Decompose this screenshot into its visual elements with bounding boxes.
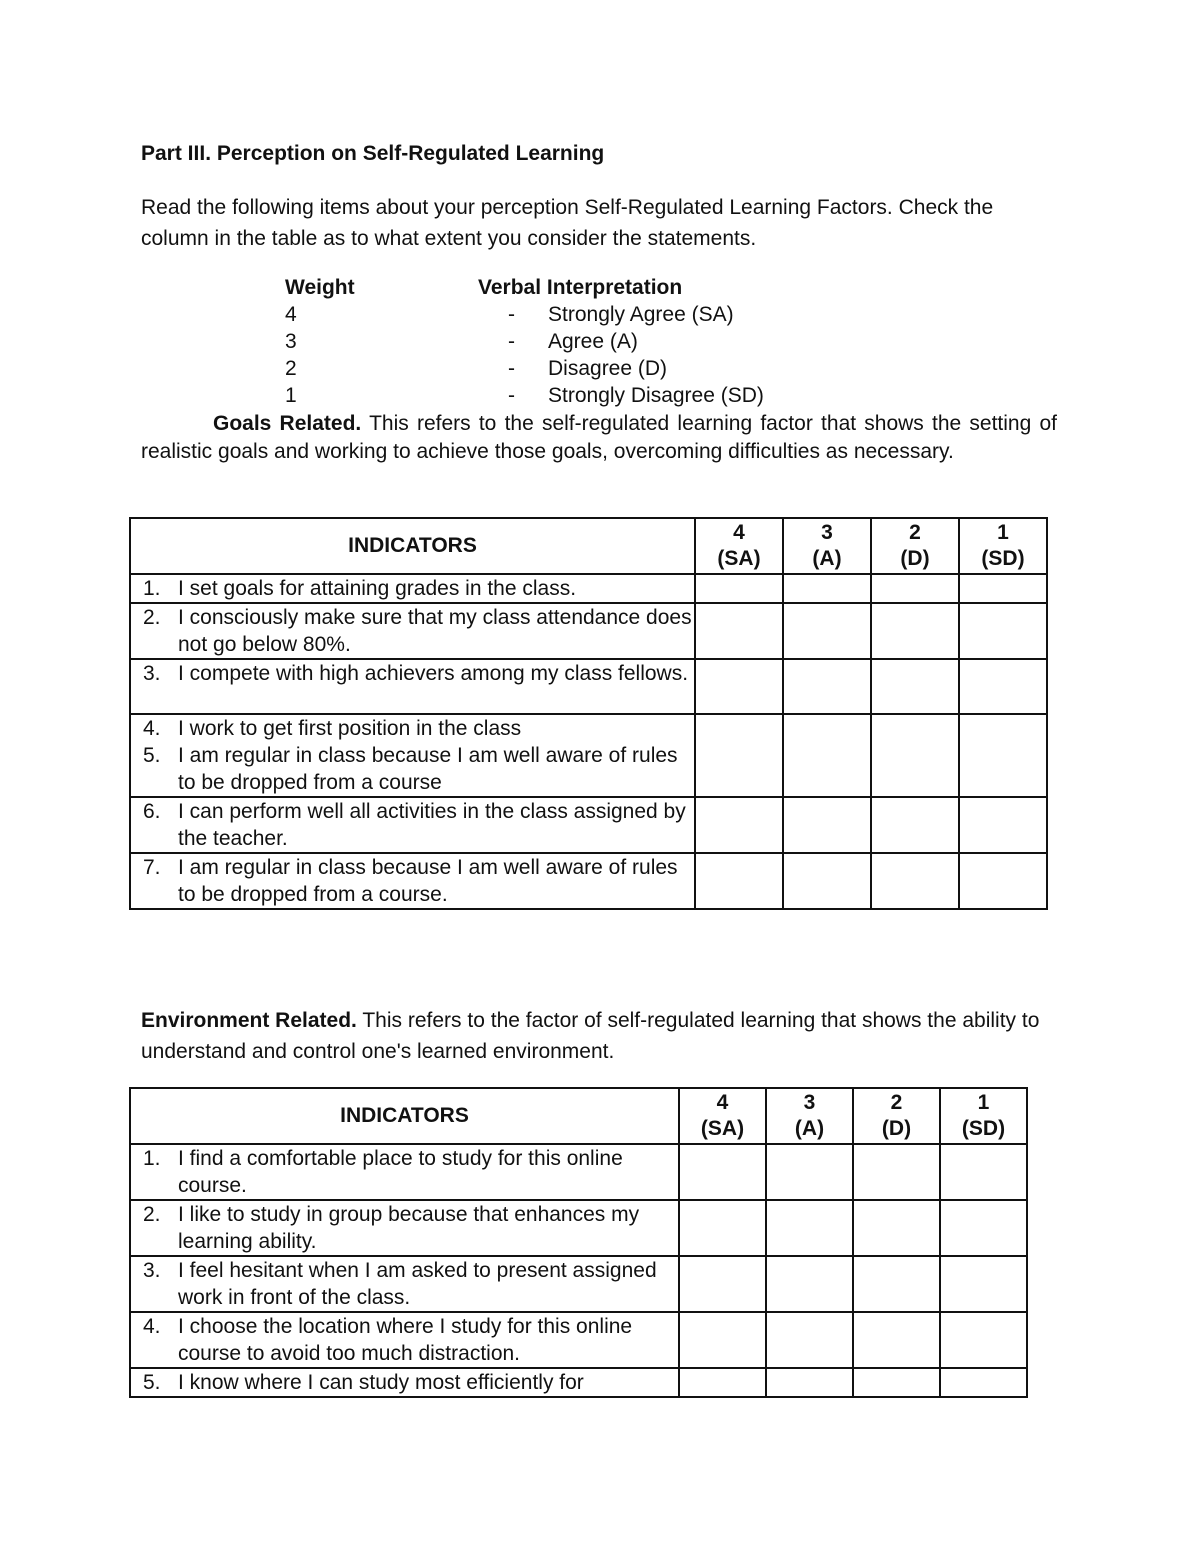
indicator-text: I set goals for attaining grades in the class. (178, 577, 577, 600)
col-header-a: 3 (A) (766, 1088, 853, 1144)
col-header-a: 3 (A) (783, 518, 871, 574)
indicators-header: INDICATORS (130, 518, 695, 574)
scale-dash: - (508, 330, 515, 353)
indicator-item (131, 854, 694, 908)
indicator-item (131, 798, 694, 852)
rating-cell-sd[interactable] (959, 797, 1047, 853)
rating-cell-d[interactable] (853, 1368, 940, 1397)
rating-cell-a[interactable] (783, 659, 871, 714)
rating-cell-d[interactable] (871, 797, 959, 853)
indicator-text: I can perform well all activities in the class assigned by the teacher. (178, 800, 686, 850)
rating-cell-sd[interactable] (959, 714, 1047, 797)
table-row (130, 574, 1047, 603)
indicator-text: I am regular in class because I am well aware of rules to be dropped from a course (178, 744, 678, 794)
table-row (130, 797, 1047, 853)
rating-cell-sa[interactable] (695, 603, 783, 659)
rating-cell-a[interactable] (766, 1144, 853, 1200)
rating-cell-sa[interactable] (695, 714, 783, 797)
rating-cell-sa[interactable] (679, 1368, 766, 1397)
table-row (130, 853, 1047, 909)
rating-cell-a[interactable] (783, 797, 871, 853)
indicator-number: 1. (143, 577, 161, 600)
indicator-number: 5. (143, 744, 161, 767)
indicator-cell (130, 1144, 679, 1200)
indicator-item (131, 742, 694, 796)
table-row (130, 659, 1047, 714)
indicator-number: 6. (143, 800, 161, 823)
table-row (130, 1368, 1027, 1397)
rating-cell-a[interactable] (766, 1368, 853, 1397)
indicator-item (131, 715, 694, 742)
rating-cell-d[interactable] (871, 714, 959, 797)
indicator-item (131, 1369, 678, 1396)
table-row (130, 1144, 1027, 1200)
rating-cell-a[interactable] (783, 574, 871, 603)
rating-cell-a[interactable] (783, 853, 871, 909)
col-header-d: 2 (D) (871, 518, 959, 574)
rating-cell-sd[interactable] (959, 574, 1047, 603)
indicator-number: 7. (143, 856, 161, 879)
rating-cell-d[interactable] (853, 1200, 940, 1256)
scale-dash: - (508, 357, 515, 380)
rating-cell-d[interactable] (871, 603, 959, 659)
indicator-item (131, 575, 694, 602)
rating-cell-sd[interactable] (940, 1144, 1027, 1200)
rating-cell-d[interactable] (853, 1312, 940, 1368)
instructions-paragraph: Read the following items about your perception Self-Regulated Learning Factors. Check the column in the table as to what extent you consider the statements. (141, 196, 994, 250)
scale-row (285, 328, 764, 355)
environment-heading: Environment Related. (141, 1009, 357, 1032)
indicator-number: 3. (143, 1259, 161, 1282)
rating-cell-d[interactable] (853, 1144, 940, 1200)
indicator-text: I am regular in class because I am well aware of rules to be dropped from a course. (178, 856, 678, 906)
rating-cell-sa[interactable] (679, 1144, 766, 1200)
rating-cell-sd[interactable] (959, 659, 1047, 714)
scale-label: Disagree (D) (548, 357, 668, 380)
scale-dash: - (508, 303, 515, 326)
indicator-number: 4. (143, 1315, 161, 1338)
indicator-number: 5. (143, 1371, 161, 1394)
rating-cell-d[interactable] (871, 853, 959, 909)
indicator-cell (130, 797, 695, 853)
indicator-text: I like to study in group because that enhances my learning ability. (178, 1203, 640, 1253)
rating-cell-sd[interactable] (940, 1312, 1027, 1368)
table-header-row (130, 518, 1047, 574)
indicator-cell (130, 1368, 679, 1397)
scale-weight: 2 (285, 357, 297, 380)
table-row (130, 714, 1047, 797)
scale-row (285, 355, 764, 382)
indicator-cell (130, 1312, 679, 1368)
col-header-sa: 4 (SA) (679, 1088, 766, 1144)
rating-cell-a[interactable] (766, 1200, 853, 1256)
rating-cell-d[interactable] (871, 574, 959, 603)
col-header-sa: 4 (SA) (695, 518, 783, 574)
rating-scale-legend (285, 274, 764, 409)
indicator-item (131, 1145, 678, 1199)
indicator-cell (130, 714, 695, 797)
rating-cell-sa[interactable] (679, 1312, 766, 1368)
goals-description: This refers to the self-regulated learning factor that shows the setting of realistic goals and working to achieve those goals, overcoming difficulties as necessary. (141, 412, 1057, 463)
indicators-header: INDICATORS (130, 1088, 679, 1144)
scale-weight: 1 (285, 384, 297, 407)
scale-row (285, 382, 764, 409)
rating-cell-sa[interactable] (695, 659, 783, 714)
indicator-number: 2. (143, 606, 161, 629)
col-header-sd: 1 (SD) (959, 518, 1047, 574)
scale-label: Strongly Disagree (SD) (548, 384, 764, 407)
goals-heading: Goals Related. (213, 412, 362, 435)
scale-dash: - (508, 384, 515, 407)
indicator-text: I consciously make sure that my class attendance does not go below 80%. (178, 606, 692, 656)
indicator-item (131, 1313, 678, 1367)
rating-cell-sd[interactable] (940, 1368, 1027, 1397)
rating-cell-sd[interactable] (940, 1256, 1027, 1312)
indicator-number: 4. (143, 717, 161, 740)
indicator-item (131, 1257, 678, 1311)
scale-row (285, 301, 764, 328)
table-row (130, 1200, 1027, 1256)
section-title: Part III. Perception on Self-Regulated Learning (141, 142, 605, 165)
indicator-text: I find a comfortable place to study for this online course. (178, 1147, 623, 1197)
scale-header-weight: Weight (285, 276, 355, 299)
table-row (130, 1312, 1027, 1368)
environment-related-paragraph (141, 1005, 1066, 1067)
goals-indicators-table (129, 517, 1048, 910)
rating-cell-a[interactable] (783, 603, 871, 659)
rating-cell-sd[interactable] (940, 1200, 1027, 1256)
col-header-sd: 1 (SD) (940, 1088, 1027, 1144)
rating-cell-sa[interactable] (679, 1256, 766, 1312)
table-header-row (130, 1088, 1027, 1144)
rating-cell-sa[interactable] (679, 1200, 766, 1256)
indicator-item (131, 1201, 678, 1255)
rating-cell-sa[interactable] (695, 797, 783, 853)
rating-cell-d[interactable] (853, 1256, 940, 1312)
indicator-text: I know where I can study most efficiently for (178, 1371, 584, 1394)
indicator-cell (130, 1256, 679, 1312)
indicator-number: 3. (143, 662, 161, 685)
indicator-text: I work to get first position in the class (178, 717, 522, 740)
indicator-text: I compete with high achievers among my class fellows. (178, 662, 689, 685)
indicator-item (131, 660, 694, 687)
table-row (130, 1256, 1027, 1312)
scale-label: Agree (A) (548, 330, 638, 353)
scale-label: Strongly Agree (SA) (548, 303, 734, 326)
indicator-text: I feel hesitant when I am asked to present assigned work in front of the class. (178, 1259, 657, 1309)
rating-cell-sa[interactable] (695, 853, 783, 909)
table-row (130, 603, 1047, 659)
rating-cell-a[interactable] (783, 714, 871, 797)
indicator-number: 1. (143, 1147, 161, 1170)
environment-description: This refers to the factor of self-regulated learning that shows the ability to understand and control one's learned environment. (141, 1009, 1040, 1063)
rating-cell-sd[interactable] (959, 603, 1047, 659)
col-header-d: 2 (D) (853, 1088, 940, 1144)
goals-related-paragraph (141, 410, 1057, 466)
scale-header-verbal: Verbal Interpretation (478, 276, 683, 299)
indicator-cell (130, 853, 695, 909)
indicator-cell (130, 659, 695, 714)
indicator-cell (130, 574, 695, 603)
rating-cell-sd[interactable] (959, 853, 1047, 909)
environment-indicators-table (129, 1087, 1028, 1398)
rating-cell-sa[interactable] (695, 574, 783, 603)
rating-cell-d[interactable] (871, 659, 959, 714)
scale-weight: 4 (285, 303, 297, 326)
indicator-cell (130, 1200, 679, 1256)
indicator-cell (130, 603, 695, 659)
indicator-number: 2. (143, 1203, 161, 1226)
rating-cell-a[interactable] (766, 1312, 853, 1368)
scale-weight: 3 (285, 330, 297, 353)
indicator-text: I choose the location where I study for this online course to avoid too much distraction. (178, 1315, 633, 1365)
rating-cell-a[interactable] (766, 1256, 853, 1312)
indicator-item (131, 604, 694, 658)
